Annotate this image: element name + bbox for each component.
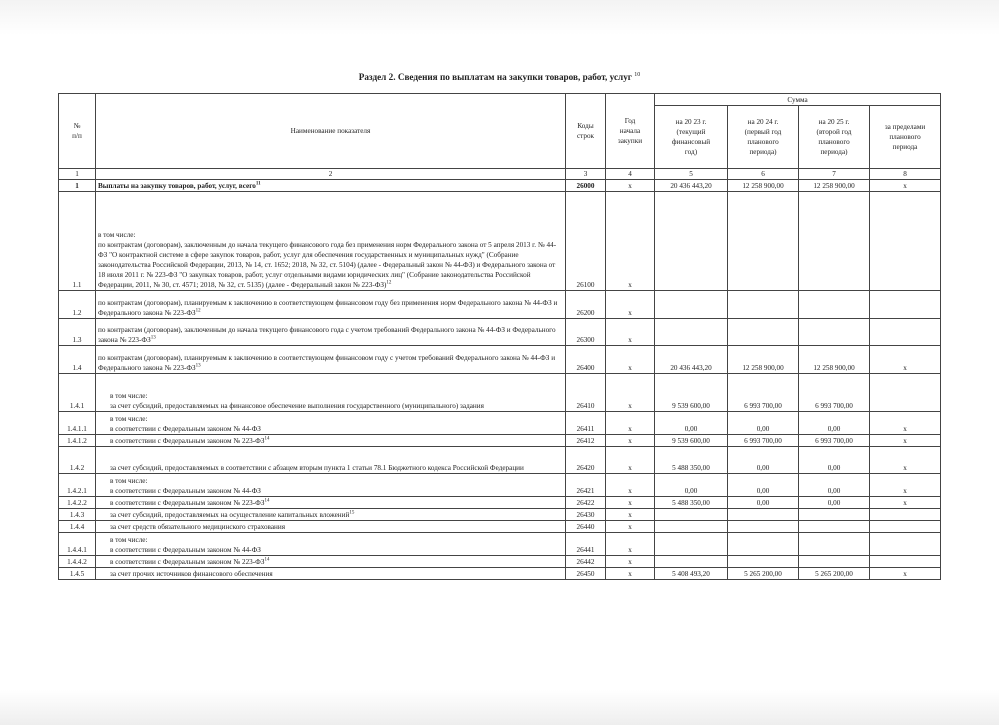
row-sum-year-3: 12 258 900,00 <box>799 346 870 374</box>
table-row <box>59 319 941 346</box>
row-sum-year-1: 20 436 443,20 <box>655 346 728 374</box>
row-sum-year-2: 0,00 <box>728 412 799 435</box>
col-number: 4 <box>606 169 655 180</box>
row-code: 26421 <box>566 474 606 497</box>
row-sum-beyond: x <box>870 568 941 580</box>
row-name <box>96 346 566 374</box>
header-year-2: на 20 24 г. (первый год планового периода) <box>728 106 799 169</box>
row-year: x <box>606 447 655 474</box>
row-name-text: в том числе: по контрактам (договорам), заключенным до начала текущего финансового года без применения норм Федерального закона от 5 апреля 2013 г. № 44-ФЗ "О контрактной системе в сфере закупок товаров, работ, услуг для обеспечения государственных и муниципальных нужд" (Собрание законодательства Российской Федерации, 2013, № 14, ст. 1652; 2018, № 32, ст. 5104) (далее - Федеральный закон № 44-ФЗ) и Федерального закона от 18 июля 2011 г. № 223-ФЗ "О закупках товаров, работ, услуг отдельными видами юридических лиц" (Собрание законодательства Российской Федерации, 2011, № 30, ст. 4571; 2018, № 32, ст. 5135) (далее - Федеральный закон № 223-ФЗ) <box>98 231 557 289</box>
row-name-text: по контрактам (договорам), планируемым к заключению в соответствующем финансовом году с учетом требований Федерального закона № 44-ФЗ и Федерального закона № 223-ФЗ <box>98 354 556 372</box>
row-sum-beyond <box>870 319 941 346</box>
row-year: x <box>606 568 655 580</box>
row-code: 26000 <box>566 180 606 192</box>
table-row <box>59 474 941 497</box>
row-sum-year-3 <box>799 291 870 319</box>
row-sum-year-2: 0,00 <box>728 474 799 497</box>
row-footnote: 14 <box>264 557 270 563</box>
row-sum-year-3: 5 265 200,00 <box>799 568 870 580</box>
row-name <box>96 533 566 556</box>
row-sum-year-3 <box>799 509 870 521</box>
row-year: x <box>606 509 655 521</box>
row-name-text: за счет субсидий, предоставляемых в соответствии с абзацем вторым пункта 1 статьи 78.1 Бюджетного кодекса Российской Федерации <box>110 464 524 472</box>
row-year: x <box>606 192 655 291</box>
row-sum-beyond: x <box>870 447 941 474</box>
row-name <box>96 192 566 291</box>
row-number: 1.4.2.2 <box>59 497 96 509</box>
col-number: 8 <box>870 169 941 180</box>
col-number: 1 <box>59 169 96 180</box>
row-sum-year-1 <box>655 192 728 291</box>
row-code: 26411 <box>566 412 606 435</box>
row-code: 26440 <box>566 521 606 533</box>
row-sum-year-1: 0,00 <box>655 412 728 435</box>
section-title-footnote: 10 <box>634 71 641 78</box>
row-footnote: 12 <box>386 280 392 286</box>
row-name <box>96 474 566 497</box>
col-number: 2 <box>96 169 566 180</box>
row-name-text: по контрактам (договорам), планируемым к заключению в соответствующем финансовом году без применения норм Федерального закона № 44-ФЗ и Федерального закона № 223-ФЗ <box>98 299 558 317</box>
table-row <box>59 291 941 319</box>
row-footnote: 11 <box>255 181 261 187</box>
row-code: 26200 <box>566 291 606 319</box>
table-row <box>59 556 941 568</box>
row-name-text: за счет средств обязательного медицинского страхования <box>110 523 286 531</box>
row-code: 26412 <box>566 435 606 447</box>
row-year: x <box>606 474 655 497</box>
table-row <box>59 568 941 580</box>
row-sum-year-1 <box>655 533 728 556</box>
row-sum-beyond: x <box>870 497 941 509</box>
row-sum-year-1: 5 408 493,20 <box>655 568 728 580</box>
header-name: Наименование показателя <box>96 94 566 169</box>
row-year: x <box>606 533 655 556</box>
row-number: 1.4.1.1 <box>59 412 96 435</box>
row-name <box>96 521 566 533</box>
row-sum-beyond: x <box>870 435 941 447</box>
row-year: x <box>606 497 655 509</box>
row-sum-year-1: 9 539 600,00 <box>655 435 728 447</box>
row-sum-year-3: 0,00 <box>799 412 870 435</box>
row-code: 26300 <box>566 319 606 346</box>
row-sum-year-3: 0,00 <box>799 447 870 474</box>
column-number-row <box>59 169 941 180</box>
row-sum-year-1: 9 539 600,00 <box>655 374 728 412</box>
row-sum-year-2: 12 258 900,00 <box>728 180 799 192</box>
row-name-text: в том числе: в соответствии с Федеральным законом № 44-ФЗ <box>110 415 261 433</box>
row-number: 1.4.1 <box>59 374 96 412</box>
row-year: x <box>606 180 655 192</box>
row-sum-year-3: 0,00 <box>799 474 870 497</box>
table-row <box>59 533 941 556</box>
row-code: 26450 <box>566 568 606 580</box>
table-row <box>59 412 941 435</box>
col-number: 3 <box>566 169 606 180</box>
row-sum-beyond: x <box>870 474 941 497</box>
header-beyond: за пределами планового периода <box>870 106 941 169</box>
row-sum-year-1: 5 488 350,00 <box>655 447 728 474</box>
row-number: 1.4.5 <box>59 568 96 580</box>
row-sum-year-2: 6 993 700,00 <box>728 435 799 447</box>
row-year: x <box>606 521 655 533</box>
row-sum-year-1 <box>655 521 728 533</box>
row-name-text: Выплаты на закупку товаров, работ, услуг, всего <box>98 182 256 190</box>
row-name <box>96 447 566 474</box>
row-sum-year-1 <box>655 291 728 319</box>
row-number: 1.4.2 <box>59 447 96 474</box>
row-sum-year-3 <box>799 533 870 556</box>
row-sum-year-1: 5 488 350,00 <box>655 497 728 509</box>
row-name <box>96 374 566 412</box>
header-year-3: на 20 25 г. (второй год планового периода) <box>799 106 870 169</box>
row-number: 1.4.2.1 <box>59 474 96 497</box>
row-sum-year-2: 5 265 200,00 <box>728 568 799 580</box>
row-code: 26400 <box>566 346 606 374</box>
row-year: x <box>606 412 655 435</box>
row-year: x <box>606 374 655 412</box>
row-year: x <box>606 435 655 447</box>
row-sum-year-2: 12 258 900,00 <box>728 346 799 374</box>
table-row <box>59 435 941 447</box>
row-sum-year-3: 0,00 <box>799 497 870 509</box>
table-row <box>59 346 941 374</box>
row-name-text: за счет прочих источников финансового обеспечения <box>110 570 273 578</box>
row-number: 1.4.4 <box>59 521 96 533</box>
row-year: x <box>606 346 655 374</box>
payments-table <box>58 93 941 580</box>
row-name <box>96 556 566 568</box>
col-number: 5 <box>655 169 728 180</box>
row-name <box>96 291 566 319</box>
row-sum-beyond <box>870 521 941 533</box>
table-row <box>59 374 941 412</box>
row-footnote: 13 <box>195 363 201 369</box>
table-row <box>59 509 941 521</box>
row-sum-beyond <box>870 556 941 568</box>
row-number: 1.3 <box>59 319 96 346</box>
row-sum-beyond <box>870 374 941 412</box>
row-name-text: в том числе: в соответствии с Федеральным законом № 44-ФЗ <box>110 477 261 495</box>
col-number: 7 <box>799 169 870 180</box>
row-code: 26100 <box>566 192 606 291</box>
row-sum-year-3 <box>799 521 870 533</box>
header-row-top <box>59 94 941 106</box>
row-code: 26441 <box>566 533 606 556</box>
row-sum-year-3 <box>799 192 870 291</box>
row-sum-beyond <box>870 192 941 291</box>
row-sum-year-1: 20 436 443,20 <box>655 180 728 192</box>
row-sum-year-3: 6 993 700,00 <box>799 435 870 447</box>
row-sum-year-1 <box>655 319 728 346</box>
row-number: 1.4.3 <box>59 509 96 521</box>
table-row <box>59 180 941 192</box>
row-name <box>96 497 566 509</box>
row-number: 1 <box>59 180 96 192</box>
row-name-text: в том числе: за счет субсидий, предоставляемых на финансовое обеспечение выполнения государственного (муниципального) задания <box>110 392 484 410</box>
row-year: x <box>606 291 655 319</box>
row-code: 26422 <box>566 497 606 509</box>
table-row <box>59 192 941 291</box>
row-name <box>96 509 566 521</box>
header-year-1: на 20 23 г. (текущий финансовый год) <box>655 106 728 169</box>
row-name <box>96 435 566 447</box>
row-footnote: 13 <box>150 335 156 341</box>
row-name <box>96 180 566 192</box>
row-year: x <box>606 319 655 346</box>
row-sum-year-2 <box>728 291 799 319</box>
row-number: 1.1 <box>59 192 96 291</box>
row-footnote: 14 <box>264 498 270 504</box>
header-year: Год начала закупки <box>606 94 655 169</box>
row-sum-beyond: x <box>870 346 941 374</box>
row-number: 1.2 <box>59 291 96 319</box>
row-code: 26420 <box>566 447 606 474</box>
row-code: 26430 <box>566 509 606 521</box>
row-sum-beyond <box>870 533 941 556</box>
row-sum-year-3 <box>799 556 870 568</box>
table-row <box>59 497 941 509</box>
table-row <box>59 447 941 474</box>
row-sum-year-3 <box>799 319 870 346</box>
row-sum-year-2 <box>728 556 799 568</box>
row-sum-beyond: x <box>870 412 941 435</box>
row-sum-year-2: 0,00 <box>728 447 799 474</box>
row-sum-year-2: 6 993 700,00 <box>728 374 799 412</box>
section-title <box>0 72 999 82</box>
row-sum-year-1 <box>655 509 728 521</box>
table-row <box>59 521 941 533</box>
row-sum-beyond: x <box>870 180 941 192</box>
section-title-text: Раздел 2. Сведения по выплатам на закупки товаров, работ, услуг <box>358 72 632 82</box>
header-sum: Сумма <box>655 94 941 106</box>
header-code: Коды строк <box>566 94 606 169</box>
row-number: 1.4.4.2 <box>59 556 96 568</box>
row-sum-year-2 <box>728 319 799 346</box>
row-name-text: за счет субсидий, предоставляемых на осуществление капитальных вложений <box>110 511 350 519</box>
row-year: x <box>606 556 655 568</box>
row-name-text: в соответствии с Федеральным законом № 223-ФЗ <box>110 558 265 566</box>
row-sum-year-3: 12 258 900,00 <box>799 180 870 192</box>
row-number: 1.4.4.1 <box>59 533 96 556</box>
row-sum-beyond <box>870 509 941 521</box>
row-sum-year-1 <box>655 556 728 568</box>
row-code: 26410 <box>566 374 606 412</box>
row-sum-year-2 <box>728 521 799 533</box>
row-name-text: в том числе: в соответствии с Федеральным законом № 44-ФЗ <box>110 536 261 554</box>
row-footnote: 15 <box>349 510 355 516</box>
row-name <box>96 568 566 580</box>
row-name-text: в соответствии с Федеральным законом № 223-ФЗ <box>110 499 265 507</box>
row-sum-year-2 <box>728 192 799 291</box>
row-sum-year-3: 6 993 700,00 <box>799 374 870 412</box>
row-sum-beyond <box>870 291 941 319</box>
row-footnote: 12 <box>195 308 201 314</box>
row-code: 26442 <box>566 556 606 568</box>
row-sum-year-2: 0,00 <box>728 497 799 509</box>
row-number: 1.4 <box>59 346 96 374</box>
row-sum-year-2 <box>728 533 799 556</box>
row-name <box>96 412 566 435</box>
row-name <box>96 319 566 346</box>
row-name-text: в соответствии с Федеральным законом № 223-ФЗ <box>110 437 265 445</box>
row-number: 1.4.1.2 <box>59 435 96 447</box>
col-number: 6 <box>728 169 799 180</box>
row-sum-year-2 <box>728 509 799 521</box>
row-name-text: по контрактам (договорам), заключенным до начала текущего финансового года с учетом требований Федерального закона № 44-ФЗ и Федерального закона № 223-ФЗ <box>98 326 556 344</box>
header-num: № п/п <box>59 94 96 169</box>
row-sum-year-1: 0,00 <box>655 474 728 497</box>
row-footnote: 14 <box>264 436 270 442</box>
